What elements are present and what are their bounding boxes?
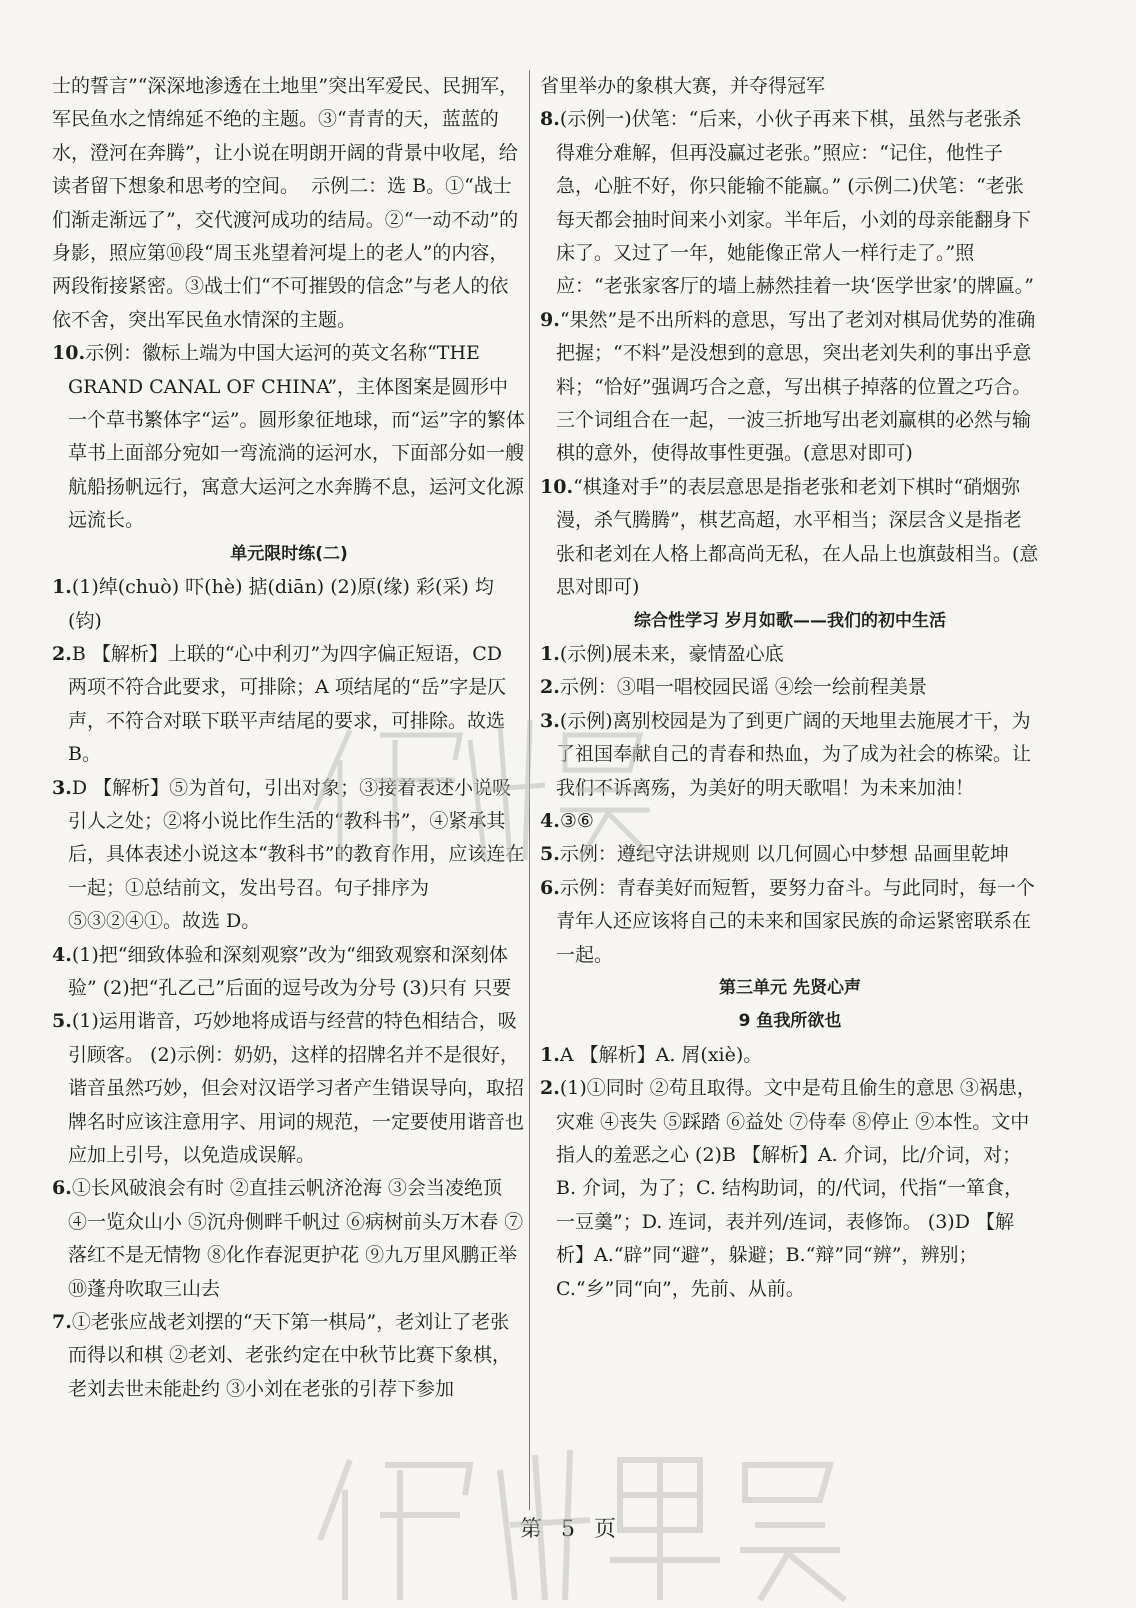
item-number: 1. [540, 1043, 560, 1066]
item-text: (1)把“细致体验和深刻观察”改为“细致观察和深刻体验” (2)把“孔乙己”后面的逗号改为分号 (3)只有 只要 [68, 943, 512, 999]
item-number: 6. [52, 1177, 72, 1200]
answer-item [540, 872, 1040, 972]
item-text: ①长风破浪会有时 ②直挂云帆济沧海 ③会当凌绝顶 ④一览众山小 ⑤沉舟侧畔千帆过 ⑥病树前头万木春 ⑦落红不是无情物 ⑧化作春泥更护花 ⑨九万里风鹏正举 ⑩蓬舟吹取三山去 [68, 1177, 524, 1300]
answer-item [52, 337, 526, 537]
answer-item [540, 103, 1040, 303]
item-number: 6. [540, 876, 560, 899]
item-number: 5. [540, 843, 560, 866]
item-number: 2. [52, 642, 72, 665]
item-text: (示例)展未来，豪情盈心底 [559, 642, 784, 665]
answer-item [52, 772, 526, 939]
item-number: 1. [52, 576, 72, 599]
left-column [52, 70, 526, 1406]
answer-item [540, 1072, 1040, 1306]
item-text: 示例：③唱一唱校园民谣 ④绘一绘前程美景 [559, 676, 927, 699]
answer-item [52, 1172, 526, 1306]
item-text: “果然”是不出所料的意思，写出了老刘对棋局优势的准确把握；“不料”是没想到的意思，突出老刘失利的事出乎意料；“恰好”强调巧合之意，写出棋子掉落的位置之巧合。三个词组合在一起，一波三折地写出老刘赢棋的必然与输棋的意外，使得故事性更强。(意思对即可) [556, 308, 1036, 465]
answer-item [540, 471, 1040, 605]
item-text: (示例一)伏笔：“后来，小伙子再来下棋，虽然与老张杀得难分难解，但再没赢过老张。”照应：“记住，他性子急，心脏不好，你只能输不能赢。” (示例二)伏笔：“老张每天都会抽时间来小刘家。半年后，小刘的母亲能翻身下床了。又过了一年，她能像正常人一样行走了。”照应：“老张家客厅的墙上赫然挂着一块‘医学世家’的牌匾。” [556, 108, 1035, 298]
section-title: 单元限时练(二) [230, 543, 348, 564]
item-text: (1)运用谐音，巧妙地将成语与经营的特色相结合，吸引顾客。 (2)示例：奶奶，这样的招牌名并不是很好，谐音虽然巧妙，但会对汉语学习者产生错误导向，取招牌名时应该注意用字、用词的规范，一定要使用谐音也应加上引号，以免造成误解。 [68, 1010, 525, 1166]
right-continuation-text: 省里举办的象棋大赛，并夺得冠军 [540, 75, 826, 97]
unit-title: 第三单元 先贤心声 [719, 977, 861, 998]
item-text: 示例：徽标上端为中国大运河的英文名称“THE GRAND CANAL OF CHINA”，主体图案是圆形中一个草书繁体字“运”。圆形象征地球，而“运”字的繁体草书上面部分宛如一弯流淌的运河水，下面部分如一艘航船扬帆远行，寓意大运河之水奔腾不息，运河文化源远流长。 [68, 342, 525, 532]
answer-item [540, 638, 1040, 671]
answer-item [540, 671, 1040, 704]
item-number: 2. [540, 676, 560, 699]
item-number: 9. [540, 308, 560, 331]
item-number: 3. [52, 776, 72, 799]
item-text: B 【解析】上联的“心中利刃”为四字偏正短语，CD 两项不符合此要求，可排除；A 项结尾的“岳”字是仄声，不符合对联下联平声结尾的要求，可排除。故选 B。 [68, 642, 507, 766]
item-text: D 【解析】⑤为首句，引出对象；③接着表述小说吸引人之处；②将小说比作生活的“教科书”，④紧承其后，具体表述小说这本“教科书”的教育作用，应该连在一起；①总结前文，发出号召。句子排序为⑤③②④①。故选 D。 [68, 776, 525, 933]
answer-item [52, 1306, 526, 1406]
item-number: 1. [540, 642, 560, 665]
item-text: “棋逢对手”的表层意思是指老张和老刘下棋时“硝烟弥漫，杀气腾腾”，棋艺高超，水平相当；深层含义是指老张和老刘在人格上都高尚无私，在人品上也旗鼓相当。(意思对即可) [556, 475, 1039, 599]
answer-item [540, 805, 1040, 838]
answer-item [540, 1039, 1040, 1072]
item-text: ③⑥ [559, 809, 594, 832]
answer-item [540, 705, 1040, 805]
right-column [540, 70, 1040, 1306]
item-text: ①老张应战老刘摆的“天下第一棋局”，老刘让了老张而得以和棋 ②老刘、老张约定在中秋节比赛下象棋，老刘去世未能赴约 ③小刘在老张的引荐下参加 [68, 1311, 512, 1400]
item-number: 5. [52, 1010, 72, 1033]
item-number: 4. [540, 809, 560, 832]
item-number: 8. [540, 108, 560, 131]
page-number: 第 5 页 [520, 1517, 622, 1542]
answer-item [52, 571, 526, 638]
item-number: 4. [52, 943, 72, 966]
answer-item [52, 1005, 526, 1172]
section-title: 综合性学习 岁月如歌——我们的初中生活 [634, 610, 946, 631]
answer-item [52, 638, 526, 772]
item-text: 示例：遵纪守法讲规则 以几何圆心中梦想 品画里乾坤 [559, 843, 1009, 866]
column-divider [529, 70, 530, 1510]
answer-item [540, 838, 1040, 871]
item-text: (示例)离别校园是为了到更广阔的天地里去施展才干，为了祖国奉献自己的青春和热血，为了成为社会的栋梁。让我们不诉离殇，为美好的明天歌唱！为未来加油！ [556, 709, 1032, 799]
item-text: A 【解析】A. 屑(xiè)。 [559, 1043, 763, 1066]
answer-item [52, 939, 526, 1006]
item-text: (1)①同时 ②苟且取得。文中是苟且偷生的意思 ③祸患，灾难 ④丧失 ⑤踩踏 ⑥益处 ⑦侍奉 ⑧停止 ⑨本性。文中指人的羞恶之心 (2)B 【解析】A. 介词，比/介词，对；B. 介词，为了；C. 结构助词，的/代词，代指“一箪食，一豆羹”；D. 连词，表并列/连词，表修饰。 (3)D 【解析】A.“辟”同“避”，躲避；B.“辩”同“辨”，辨别；C.“乡”同“向”，先前、从前。 [556, 1077, 1036, 1300]
left-continuation-text: 士的誓言”“深深地渗透在土地里”突出军爱民、民拥军，军民鱼水之情绵延不绝的主题。③“青青的天，蓝蓝的水，澄河在奔腾”，让小说在明朗开阔的背景中收尾，给读者留下想象和思考的空间。 示例二：选 B。①“战士们渐走渐远了”，交代渡河成功的结局。②“一动不动”的身影，照应第⑩段“周玉兆望着河堤上的老人”的内容，两段衔接紧密。③战士们“不可摧毁的信念”与老人的依依不舍，突出军民鱼水情深的主题。 [52, 75, 519, 331]
item-number: 10. [540, 475, 574, 498]
item-number: 2. [540, 1077, 560, 1100]
lesson-title: 9 鱼我所欲也 [738, 1011, 842, 1032]
item-number: 10. [52, 342, 86, 365]
item-text: (1)绰(chuò) 吓(hè) 掂(diān) (2)原(缘) 彩(采) 均(钧) [68, 576, 494, 632]
item-text: 示例：青春美好而短暂，要努力奋斗。与此同时，每一个青年人还应该将自己的未来和国家民族的命运紧密联系在一起。 [556, 876, 1035, 966]
item-number: 7. [52, 1311, 72, 1334]
item-number: 3. [540, 709, 560, 732]
answer-item [540, 304, 1040, 471]
